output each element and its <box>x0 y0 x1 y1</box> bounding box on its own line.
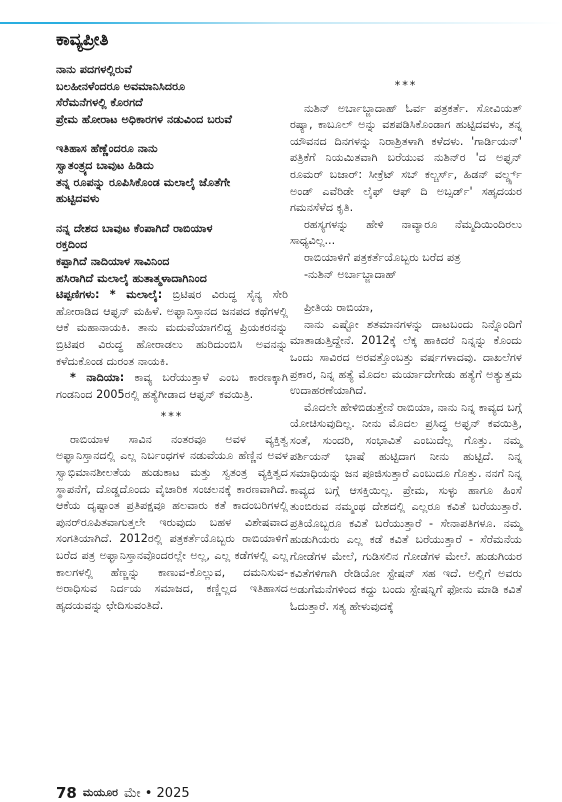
header-accent-rule <box>0 22 562 24</box>
poem-line: ಹಸಿರಾಗಿದೆ ಮಲಾಲೈ ಹುತಾತ್ಮಳಾದಾಗಿನಿಂದ <box>56 271 207 285</box>
poem-line: ಇತಿಹಾಸ ಹೆಣ್ಣೆಂದರೂ ನಾನು <box>56 142 158 156</box>
poem-line: ರಕ್ತದಿಂದ <box>56 238 88 252</box>
note-nadia-text: ಕಾವ್ಯ ಬರೆಯುತ್ತಾಳೆ ಎಂಬ ಕಾರಣಕ್ಕಾಗಿ ಗಂಡನಿಂದ 2005ರಲ್ಲಿ ಹತ್ಯೆಗೀಡಾದ ಆಫ್ಘನ್ ಕವಯಿತ್ರಿ. <box>56 371 288 401</box>
poem-line: ಬಲಹೀನಳೆಂದರೂ ಅವಮಾನಿಸಿದರೂ <box>56 79 186 93</box>
letter-paragraph-2: ಮೊದಲೇ ಹೇಳಿಬಿಡುತ್ತೇನೆ ರಾಬಿಯಾ, ನಾನು ನಿನ್ನ ಕಾವ್ಯದ ಬಗ್ಗೆ ಯೋಚಿಸುವುದಿಲ್ಲ. ನೀನು ಮೊದಲ ಪ್ರಸಿದ್ಧ ಅಫ್ಘನ್ ಕವಯಿತ್ರಿ, ಸಂತೆ, ಸುಂದರಿ, ಸಂಭಾವಿತೆ ಎಂಬುದೆಲ್ಲ ಗೊತ್ತು. ನಮ್ಮ ಪರ್ಶಿಯನ್ ಭಾಷೆ ಹುಟ್ಟಿದಾಗ ನೀನು ಹುಟ್ಟಿದೆ. ನಿನ್ನ ಸಮಾಧಿಯನ್ನು ಜನ ಪೂಜಿಸುತ್ತಾರೆ ಎಂಬುದೂ ಗೊತ್ತು. ನನಗೆ ನಿನ್ನ ಕಾವ್ಯದ ಬಗ್ಗೆ ಆಸಕ್ತಿಯಿಲ್ಲ. ಪ್ರೇಮ, ಸುಳ್ಳು ಹಾಗೂ ಹಿಂಸೆ ತುಂಬಿರುವ ನಮ್ಮಂಥ ದೇಶದಲ್ಲಿ ಎಲ್ಲರೂ ಕವಿತೆ ಬರೆಯುತ್ತಾರೆ. ಪ್ರತಿಯೊಬ್ಬರೂ ಕವಿತೆ ಬರೆಯುತ್ತಾರೆ - ಸೇನಾಪತಿಗಳೂ. ನಮ್ಮ ಹುಡುಗಿಯರು ಎಲ್ಲ ಕಡೆ ಕವಿತೆ ಬರೆಯುತ್ತಾರೆ - ಸೆರೆಮನೆಯ ಗೋಡೆಗಳ ಮೇಲೆ, ಗುಡಿಸಲಿನ ಗೋಡೆಗಳ ಮೇಲೆ. ಹುಡುಗಿಯರ ಕವಿತೆಗಳಿಗಾಗಿ ರೇಡಿಯೋ ಸ್ಟೇಷನ್ ಸಹ ಇದೆ. ಅಲ್ಲಿಗೆ ಅವರು ಅಡುಗೆಮನೆಗಳಿಂದ ಕದ್ದು ಬಂದು ಸ್ಟೇಷನ್ನಿಗೆ ಫೋನು ಮಾಡಿ ಕವಿತೆ ಓದುತ್ತಾರೆ. ಸತ್ಯ ಹೇಳುವುದಕ್ಕೆ <box>290 400 522 613</box>
poem-line: ಪ್ರೇಮ ಹೋರಾಟ ಅಧಿಕಾರಗಳ ನಡುವಿಂದ ಬರುವೆ <box>56 112 232 126</box>
poem-line: ಸ್ವಾತಂತ್ರ್ಯದ ಬಾವುಟ ಹಿಡಿದು <box>56 158 154 172</box>
letter-author: -ನುಶಿನ್ ಅರ್ಬಾಬ್ಜಾದಾಹ್ <box>304 267 398 281</box>
letter-paragraph-1: ನಾನು ಎಷ್ಟೋ ಶತಮಾನಗಳನ್ನು ದಾಟಬಂದು ನಿನ್ನೊಂದಿಗೆ ಮಾತಾಡುತ್ತಿದ್ದೇನೆ. 2012ಕ್ಕೆ ಲೆಕ್ಕ ಹಾಕಿದರೆ ನಿನ್ನನ್ನು ಕೊಂದು ಒಂದು ಸಾವಿರದ ಅರವತ್ತೊಂಬತ್ತು ವರ್ಷಗಳಾದವು. ದಾಖಲೆಗಳ ಪ್ರಕಾರ, ನಿನ್ನ ಹತ್ಯೆ ಮೊದಲ ಮರ್ಯಾದೇಗೇಡು ಹತ್ಯೆಗೆ ಅತ್ಯುತ್ತಮ ಉದಾಹರಣೆಯಾಗಿದೆ. <box>290 317 522 398</box>
poem-line: ಸೆರೆಮನೆಗಳಲ್ಲಿ ಕೊರಗದೆ <box>56 96 143 110</box>
poem-stanza-3 <box>56 221 288 287</box>
left-column <box>56 62 288 614</box>
note-nadia-label: * ನಾದಿಯಾ: <box>70 371 125 385</box>
issue-date: ಮೇ • 2025 <box>123 785 190 801</box>
magazine-logo: ಮಯೂರ <box>82 786 118 799</box>
page-number: 78 <box>56 784 77 802</box>
letter-salutation: ಪ್ರೀತಿಯ ರಾಬಿಯಾ, <box>304 301 374 315</box>
poem-stanza-2 <box>56 141 288 207</box>
section-title: ಕಾವ್ಯಪ್ರೀತಿ <box>56 30 109 50</box>
note-malalai-text: ಬ್ರಿಟಿಷರ ವಿರುದ್ಧ ಸೈನ್ಯ ಸೇರಿ ಹೋರಾಡಿದ ಆಫ್ಘನ್ ಮಹಿಳೆ. ಅಫ್ಘಾನಿಸ್ತಾನದ ಜನಪದ ಕಥೆಗಳಲ್ಲಿ ಆಕೆ ಮಹಾನಾಯಕಿ. ತಾನು ಮದುವೆಯಾಗಲಿದ್ದ ಪ್ರಿಯಕರನನ್ನು ಬ್ರಿಟಿಷರ ವಿರುದ್ಧ ಹೋರಾಡಲು ಹುರಿದುಂಬಿಸಿ ಅವನನ್ನು ಕಳೆದುಕೊಂಡ ದುರಂತ ನಾಯಕಿ. <box>56 288 289 368</box>
poem-line: ನಾನು ಪದಗಳಲ್ಲಿರುವೆ <box>56 63 132 76</box>
poem-line: ಕಪ್ಪಾಗಿದೆ ನಾದಿಯಾಳ ಸಾವಿನಿಂದ <box>56 254 170 268</box>
section-separator: *** <box>394 79 418 92</box>
section-separator: *** <box>160 410 184 424</box>
notes-label: ಟಿಪ್ಪಣಿಗಳು: <box>56 288 100 302</box>
note-nadia <box>56 370 288 403</box>
page-footer <box>56 786 190 800</box>
note-malalai-label: * ಮಲಾಲೈ: <box>109 288 163 302</box>
note-malalai <box>56 287 288 370</box>
left-body-paragraph: ರಾಬಿಯಾಳ ಸಾವಿನ ನಂತರವೂ ಅವಳ ವ್ಯಕ್ತಿತ್ವ ಅಫ್ಘಾನಿಸ್ತಾನದಲ್ಲಿ ಎಲ್ಲ ನಿರ್ಬಂಧಗಳ ನಡುವೆಯೂ ಹೆಣ್ಣಿನ ಅವಳ ಸ್ವಾಭಿಮಾನಶೀಲತೆಯ ಹುಡುಕಾಟ ಮತ್ತು ಸ್ವತಂತ್ರ ವ್ಯಕ್ತಿತ್ವದ ಸ್ಥಾಪನೆಗೆ, ದೊಡ್ಡದೊಂದು ವೈಚಾರಿಕ ಸಂಚಲನಕ್ಕೆ ಕಾರಣವಾಗಿದೆ. ಆಕೆಯ ದೃಷ್ಟಾಂತ ಪ್ರತಿಪಕ್ಷವೂ ಹಲವಾರು ಕತೆ ಕಾದಂಬರಿಗಳಲ್ಲಿ ಪುನರ್‌ರೂಪಿತವಾಗುತ್ತಲೇ ಇರುವುದು ಬಹಳ ವಿಶೇಷವಾದ ಸಂಗತಿಯಾಗಿದೆ. 2012ರಲ್ಲಿ ಪತ್ರಕರ್ತೆಯೊಬ್ಬರು ರಾಬಿಯಾಳಿಗೆ ಬರೆದ ಪತ್ರ ಅಫ್ಘಾನಿಸ್ತಾನವೊಂದರಲ್ಲೇ ಅಲ್ಲ, ಎಲ್ಲ ಕಡೆಗಳಲ್ಲಿ ಎಲ್ಲ ಕಾಲಗಳಲ್ಲಿ ಹೆಣ್ಣನ್ನು ಕಾಣುವ-ಕೊಲ್ಲುವ, ದಮನಿಸುವ- ಅರಾಧಿಸುವ ನಿರ್ದಯ ಸಮಾಜದ, ಕಣ್ಣಿಲ್ಲದ ಇತಿಹಾಸದ ಹೃದಯವನ್ನು ಛೇದಿಸುವಂತಿದೆ. <box>56 432 288 612</box>
author-intro-paragraph: ನುಶಿನ್ ಅರ್ಬಾಬ್ಜಾದಾಹ್ ಓರ್ವ ಪತ್ರಕರ್ತೆ. ಸೋವಿಯತ್ ರಷ್ಯಾ, ಕಾಬೂಲ್ ಅನ್ನು ವಶಪಡಿಸಿಕೊಂಡಾಗ ಹುಟ್ಟಿದವಳು, ತನ್ನ ಯೌವನದ ದಿನಗಳನ್ನು ನಿರಾಶ್ರಿತಳಾಗಿ ಕಳೆದಳು. 'ಗಾರ್ಡಿಯನ್' ಪತ್ರಿಕೆಗೆ ನಿಯಮಿತವಾಗಿ ಬರೆಯುವ ನುಶಿನ್‌ರ 'ದ ಅಫ್ಘನ್ ರೂಮರ್ ಬಜಾರ್: ಸೀಕ್ರೆಟ್ ಸಬ್ ಕಲ್ಚರ್ಸ್, ಹಿಡನ್ ವರ್ಲ್ಡ್ಸ್ ಅಂಡ್ ಎವೆರಿಡೇ ಲೈಫ್ ಆಫ್ ದಿ ಅಬ್ಸರ್ಡ್' ಸಹೃದಯರ ಗಮನಸೆಳೆದ ಕೃತಿ. <box>290 101 522 215</box>
quote-line: ರಹಸ್ಯಗಳನ್ನು ಹೇಳಿ ನಾವ್ಯಾರೂ ನೆಮ್ಮದಿಯಿಂದಿರಲು ಸಾಧ್ಯವಿಲ್ಲ... <box>290 217 522 248</box>
poem-line: ಹುಟ್ಟಿದವಳು <box>56 192 100 206</box>
poem-stanza-1 <box>56 62 288 128</box>
poem-line: ತನ್ನ ರೂಪನ್ನು ರೂಪಿಸಿಕೊಂಡ ಮಲಾಲೈ ಜೊತೆಗೇ <box>56 175 231 189</box>
right-column <box>290 62 522 615</box>
poem-line: ನನ್ನ ದೇಶದ ಬಾವುಟ ಕೆಂಪಾಗಿದೆ ರಾಬಿಯಾಳ <box>56 221 213 235</box>
letter-heading: ರಾಬಿಯಾಳಿಗೆ ಪತ್ರಕರ್ತೆಯೊಬ್ಬರು ಬರೆದ ಪತ್ರ <box>304 250 461 264</box>
